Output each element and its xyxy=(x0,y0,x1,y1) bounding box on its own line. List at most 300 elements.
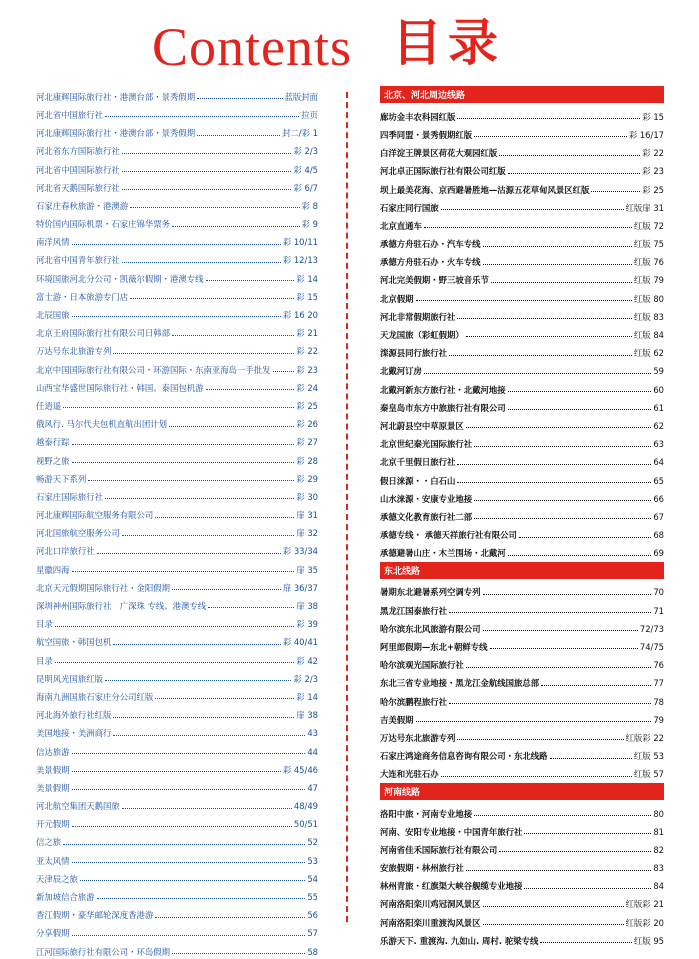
entry-page: 红版彩 21 xyxy=(625,899,664,910)
dot-leader xyxy=(105,680,291,681)
toc-entry[interactable] xyxy=(380,324,664,342)
entry-title: 北京王府国际旅行社有限公司日韩部 xyxy=(36,328,170,339)
dot-leader xyxy=(441,209,624,210)
toc-entry[interactable] xyxy=(380,524,664,542)
dot-leader xyxy=(457,739,623,740)
toc-entry[interactable] xyxy=(36,941,318,959)
dot-leader xyxy=(490,648,638,649)
toc-entry[interactable] xyxy=(380,433,664,451)
entry-page: 58 xyxy=(307,946,318,957)
toc-entry[interactable] xyxy=(36,250,318,268)
entry-page: 彩 9 xyxy=(301,219,318,230)
toc-entry[interactable] xyxy=(380,673,664,691)
toc-entry[interactable] xyxy=(36,613,318,631)
entry-title: 河北省中国国际旅行社 xyxy=(36,164,120,175)
entry-title: 北辰国旅 xyxy=(36,310,70,321)
entry-page: 彩 27 xyxy=(296,437,318,448)
dot-leader xyxy=(155,917,305,918)
entry-page: 彩 4/5 xyxy=(293,164,318,175)
toc-entry[interactable] xyxy=(36,704,318,722)
entry-title: 香江假期・豪华邮轮深度香港游 xyxy=(36,910,154,921)
entry-title: 河北康辉国际旅行社・港澳台部・景秀假期 xyxy=(36,91,196,102)
entry-title: 昆明风光国旅红版 xyxy=(36,673,103,684)
dot-leader xyxy=(172,953,305,954)
entry-page: 蓝版封面 xyxy=(284,91,318,102)
toc-entry[interactable] xyxy=(380,764,664,782)
toc-entry[interactable] xyxy=(380,361,664,379)
entry-title: 河南、安阳专业地接・中国青年旅行社 xyxy=(380,826,523,837)
entry-title: 富士游・日本旅游专门店 xyxy=(36,291,129,302)
entry-page: 67 xyxy=(653,511,664,522)
toc-entry[interactable] xyxy=(380,488,664,506)
toc-entry[interactable] xyxy=(36,559,318,577)
toc-entry[interactable] xyxy=(36,432,318,450)
entry-page: 彩 15 xyxy=(642,111,664,122)
dot-leader xyxy=(483,246,632,247)
toc-entry[interactable] xyxy=(380,161,664,179)
toc-entry[interactable] xyxy=(36,286,318,304)
entry-page: 彩 2/3 xyxy=(293,673,318,684)
toc-entry[interactable] xyxy=(380,600,664,618)
dot-leader xyxy=(483,924,624,925)
entry-page: 61 xyxy=(653,402,664,413)
dot-leader xyxy=(72,571,295,572)
entry-page: 彩 42 xyxy=(296,655,318,666)
toc-entry[interactable] xyxy=(380,582,664,600)
entry-title: 河北省中国青年旅行社 xyxy=(36,255,120,266)
entry-title: 哈尔滨东北风旅游有限公司 xyxy=(380,623,481,634)
entry-page: 81 xyxy=(653,826,664,837)
toc-entry[interactable] xyxy=(36,468,318,486)
entry-page: 彩 29 xyxy=(296,473,318,484)
toc-entry[interactable] xyxy=(380,142,664,160)
dot-leader xyxy=(524,888,651,889)
toc-entry[interactable] xyxy=(36,668,318,686)
toc-entry[interactable] xyxy=(380,270,664,288)
entry-page: 彩 21 xyxy=(296,328,318,339)
toc-entry[interactable] xyxy=(36,413,318,431)
dot-leader xyxy=(97,553,281,554)
dot-leader xyxy=(122,153,292,154)
toc-entry[interactable] xyxy=(380,618,664,636)
entry-page: 74/75 xyxy=(639,642,664,653)
entry-title: 北京世纪秦光国际旅行社 xyxy=(380,439,473,450)
entry-title: 廊坊金丰农科园红版 xyxy=(380,111,456,122)
dot-leader xyxy=(72,935,306,936)
toc-entry[interactable] xyxy=(380,252,664,270)
entry-page: 彩 25 xyxy=(642,184,664,195)
entry-title: 山西宝华盛世国际旅行社・韩国、泰国包机游 xyxy=(36,382,204,393)
toc-entry[interactable] xyxy=(380,306,664,324)
entry-title: 万达号东北旅游专列 xyxy=(36,346,112,357)
dot-leader xyxy=(416,721,652,722)
entry-page: 红版 83 xyxy=(633,311,664,322)
toc-entry[interactable] xyxy=(380,803,664,821)
entry-title: 天津辰之旅 xyxy=(36,873,78,884)
toc-entry[interactable] xyxy=(36,213,318,231)
entry-page: 彩 10/11 xyxy=(282,237,318,248)
toc-entry[interactable] xyxy=(36,632,318,650)
entry-title: 河北非常假期旅行社 xyxy=(380,311,456,322)
entry-title: 信达旅游 xyxy=(36,746,70,757)
entry-page: 红版 57 xyxy=(633,769,664,780)
entry-title: 承德文化教育旅行社二部 xyxy=(380,511,473,522)
entry-page: 彩 8 xyxy=(301,200,318,211)
dot-leader xyxy=(122,535,295,536)
toc-entry[interactable] xyxy=(36,759,318,777)
entry-page: 70 xyxy=(653,587,664,598)
entry-page: 53 xyxy=(307,855,318,866)
entry-title: 东北三省专业地接・黑龙江金航线国旅总部 xyxy=(380,678,540,689)
entry-title: 万达号东北旅游专列 xyxy=(380,732,456,743)
toc-entry[interactable] xyxy=(36,886,318,904)
dot-leader xyxy=(206,280,295,281)
entry-page: 43 xyxy=(307,728,318,739)
entry-page: 彩 25 xyxy=(296,400,318,411)
toc-entry[interactable] xyxy=(380,745,664,763)
toc-entry[interactable] xyxy=(380,839,664,857)
section-header: 北京、河北周边线路 xyxy=(380,86,664,103)
dot-leader xyxy=(155,517,294,518)
entry-title: 河南省佳禾国际旅行社有限公司 xyxy=(380,844,498,855)
entry-page: 红版彩 22 xyxy=(625,732,664,743)
toc-entry[interactable] xyxy=(36,486,318,504)
entry-page: 红版 95 xyxy=(633,935,664,946)
entry-title: 美景假期 xyxy=(36,764,70,775)
toc-entry[interactable] xyxy=(36,377,318,395)
toc-entry[interactable] xyxy=(380,470,664,488)
dot-leader xyxy=(72,826,292,827)
entry-page: 72/73 xyxy=(639,623,664,634)
dot-leader xyxy=(113,353,294,354)
entry-page: 红版彩 20 xyxy=(625,917,664,928)
toc-entry[interactable] xyxy=(36,395,318,413)
toc-entry[interactable] xyxy=(36,177,318,195)
toc-entry[interactable] xyxy=(380,397,664,415)
toc-entry[interactable] xyxy=(36,232,318,250)
entry-title: 暑期东北避暑系列空调专列 xyxy=(380,587,481,598)
toc-entry[interactable] xyxy=(36,141,318,159)
toc-entry[interactable] xyxy=(380,233,664,251)
toc-entry[interactable] xyxy=(36,450,318,468)
dot-leader xyxy=(474,518,651,519)
entry-page: 彩 6/7 xyxy=(293,182,318,193)
dot-leader xyxy=(72,444,295,445)
entry-page: 80 xyxy=(653,808,664,819)
entry-title: 美景假期 xyxy=(36,782,70,793)
title-chinese: 目录 xyxy=(392,14,504,72)
section-header: 河南线路 xyxy=(380,783,664,800)
toc-entry[interactable] xyxy=(380,342,664,360)
entry-page: 彩 39 xyxy=(296,619,318,630)
toc-entry[interactable] xyxy=(380,124,664,142)
dot-leader xyxy=(466,336,632,337)
dot-leader xyxy=(72,316,281,317)
entry-title: 河北卓正国际旅行社有限公司红版 xyxy=(380,166,506,177)
dot-leader xyxy=(97,898,306,899)
entry-page: 红版 79 xyxy=(633,275,664,286)
column-divider xyxy=(346,92,348,922)
dot-leader xyxy=(72,771,281,772)
entry-title: 北京直通车 xyxy=(380,220,422,231)
dot-leader xyxy=(208,607,294,608)
dot-leader xyxy=(508,173,641,174)
dot-leader xyxy=(113,717,294,718)
toc-entry[interactable] xyxy=(36,195,318,213)
entry-title: 假日涞源・・白石山 xyxy=(380,475,456,486)
entry-title: 分享假期 xyxy=(36,928,70,939)
dot-leader xyxy=(416,300,632,301)
entry-title: 特价国内国际机票・石家庄锦华票务 xyxy=(36,219,170,230)
dot-leader xyxy=(273,371,295,372)
toc-entry[interactable] xyxy=(36,359,318,377)
toc-entry[interactable] xyxy=(380,727,664,745)
entry-title: 河北海外旅行社红版 xyxy=(36,710,112,721)
entry-page: 82 xyxy=(653,844,664,855)
left-index-column xyxy=(36,86,318,959)
entry-title: 北京千里假日旅行社 xyxy=(380,457,456,468)
dot-leader xyxy=(72,789,306,790)
entry-page: 红版 53 xyxy=(633,751,664,762)
entry-title: 秦皇岛市东方中旅旅行社有限公司 xyxy=(380,402,506,413)
dot-leader xyxy=(499,155,640,156)
dot-leader xyxy=(457,118,640,119)
dot-leader xyxy=(499,851,651,852)
dot-leader xyxy=(441,776,632,777)
entry-page: 扉 36/37 xyxy=(282,582,318,593)
entry-title: 河南洛阳栾川重渡沟风景区 xyxy=(380,917,481,928)
page-header xyxy=(0,0,699,82)
entry-title: 开元假期 xyxy=(36,819,70,830)
toc-entry[interactable] xyxy=(380,876,664,894)
dot-leader xyxy=(550,758,632,759)
entry-page: 50/51 xyxy=(293,819,318,830)
dot-leader xyxy=(122,808,292,809)
dot-leader xyxy=(508,409,652,410)
entry-page: 76 xyxy=(653,660,664,671)
dot-leader xyxy=(113,644,280,645)
toc-entry[interactable] xyxy=(380,452,664,470)
toc-entry[interactable] xyxy=(36,795,318,813)
entry-title: 江河国际旅行社有限公司・环岛假期 xyxy=(36,946,170,957)
entry-page: 彩 40/41 xyxy=(282,637,318,648)
dot-leader xyxy=(474,815,651,816)
dot-leader xyxy=(172,589,281,590)
toc-entry[interactable] xyxy=(380,636,664,654)
entry-title: 石家庄国际旅行社 xyxy=(36,491,103,502)
toc-entry[interactable] xyxy=(380,288,664,306)
toc-entry[interactable] xyxy=(380,179,664,197)
entry-page: 47 xyxy=(307,782,318,793)
toc-entry[interactable] xyxy=(380,857,664,875)
entry-title: 林州青旅・红旗渠大峡谷舰缆专业地接 xyxy=(380,881,523,892)
entry-title: 环境国旅河北分公司・凯薇尔假期・港澳专线 xyxy=(36,273,204,284)
toc-entry[interactable] xyxy=(36,86,318,104)
entry-page: 69 xyxy=(653,548,664,559)
toc-entry[interactable] xyxy=(380,912,664,930)
dot-leader xyxy=(88,480,294,481)
dot-leader xyxy=(474,446,651,447)
dot-leader xyxy=(72,462,295,463)
entry-title: 哈尔滨鹏程旅行社 xyxy=(380,696,447,707)
toc-entry[interactable] xyxy=(380,543,664,561)
entry-title: 承德方舟驻石办・火车专线 xyxy=(380,257,481,268)
entry-title: 新加坡信合旅游 xyxy=(36,892,95,903)
toc-entry[interactable] xyxy=(36,268,318,286)
entry-title: 星徽四海 xyxy=(36,564,70,575)
dot-leader xyxy=(524,833,651,834)
entry-title: 亚太风情 xyxy=(36,855,70,866)
entry-page: 48/49 xyxy=(293,801,318,812)
entry-page: 彩 14 xyxy=(296,273,318,284)
dot-leader xyxy=(508,391,652,392)
entry-title: 阿里郎假期—东北+朝鲜专线 xyxy=(380,642,488,653)
entry-page: 封二/彩 1 xyxy=(282,128,318,139)
entry-page: 52 xyxy=(307,837,318,848)
dot-leader xyxy=(80,880,305,881)
toc-entry[interactable] xyxy=(36,104,318,122)
entry-page: 63 xyxy=(653,439,664,450)
toc-entry[interactable] xyxy=(36,159,318,177)
dot-leader xyxy=(483,906,624,907)
toc-entry[interactable] xyxy=(36,868,318,886)
entry-title: 承德方舟驻石办・汽车专线 xyxy=(380,239,481,250)
entry-title: 吉美假期 xyxy=(380,714,414,725)
entry-page: 55 xyxy=(307,892,318,903)
toc-entry[interactable] xyxy=(36,595,318,613)
entry-page: 54 xyxy=(307,873,318,884)
toc-entry[interactable] xyxy=(36,832,318,850)
toc-entry[interactable] xyxy=(380,506,664,524)
entry-title: 坝上最美花海、京西避暑胜地—沽源五花草甸风景区红版 xyxy=(380,184,590,195)
entry-page: 44 xyxy=(307,746,318,757)
dot-leader xyxy=(540,942,632,943)
entry-page: 62 xyxy=(653,420,664,431)
entry-page: 扉 35 xyxy=(296,564,318,575)
dot-leader xyxy=(130,207,300,208)
dot-leader xyxy=(424,373,651,374)
toc-entry[interactable] xyxy=(36,504,318,522)
dot-leader xyxy=(197,135,280,136)
dot-leader xyxy=(155,698,294,699)
toc-entry[interactable] xyxy=(36,777,318,795)
toc-entry[interactable] xyxy=(380,654,664,672)
entry-title: 承德避暑山庄・木兰围场・北戴河 xyxy=(380,548,506,559)
toc-entry[interactable] xyxy=(36,904,318,922)
entry-title: 承德专线・ 承德天祥旅行社有限公司 xyxy=(380,530,517,541)
dot-leader xyxy=(113,735,305,736)
toc-entry[interactable] xyxy=(36,741,318,759)
entry-page: 77 xyxy=(653,678,664,689)
dot-leader xyxy=(474,500,651,501)
dot-leader xyxy=(63,844,305,845)
toc-entry[interactable] xyxy=(36,304,318,322)
dot-leader xyxy=(466,667,652,668)
toc-entry[interactable] xyxy=(36,122,318,140)
dot-leader xyxy=(72,862,306,863)
entry-title: 河北省东方国际旅行社 xyxy=(36,146,120,157)
toc-entry[interactable] xyxy=(380,930,664,948)
entry-page: 红版 72 xyxy=(633,220,664,231)
toc-entry[interactable] xyxy=(36,923,318,941)
entry-page: 红版 75 xyxy=(633,239,664,250)
entry-title: 河北航空集团天鹅国旅 xyxy=(36,801,120,812)
entry-page: 彩 22 xyxy=(296,346,318,357)
toc-entry[interactable] xyxy=(36,341,318,359)
entry-title: 石家庄同行国旅 xyxy=(380,202,439,213)
entry-title: 黑龙江国泰旅行社 xyxy=(380,605,447,616)
entry-title: 北京天元假期国际旅行社・金阳假期 xyxy=(36,582,170,593)
entry-page: 56 xyxy=(307,910,318,921)
toc-entry[interactable] xyxy=(36,650,318,668)
toc-entry[interactable] xyxy=(36,814,318,832)
toc-entry[interactable] xyxy=(380,821,664,839)
dot-leader xyxy=(457,464,651,465)
dot-leader xyxy=(130,298,294,299)
entry-page: 66 xyxy=(653,493,664,504)
toc-entry[interactable] xyxy=(36,523,318,541)
toc-entry[interactable] xyxy=(36,723,318,741)
entry-title: 畅游天下系列 xyxy=(36,473,87,484)
entry-title: 大连和光驻石办 xyxy=(380,769,439,780)
entry-page: 57 xyxy=(307,928,318,939)
entry-title: 哈尔滨观光国际旅行社 xyxy=(380,660,464,671)
toc-entry[interactable] xyxy=(36,577,318,595)
entry-page: 83 xyxy=(653,863,664,874)
entry-title: 北京中国国际旅行社有限公司・环游国际・东南亚海岛一手批发 xyxy=(36,364,271,375)
entry-page: 红版扉 31 xyxy=(625,202,664,213)
dot-leader xyxy=(197,98,282,99)
dot-leader xyxy=(508,555,652,556)
toc-entry[interactable] xyxy=(380,709,664,727)
dot-leader xyxy=(449,703,651,704)
toc-entry[interactable] xyxy=(380,379,664,397)
entry-page: 68 xyxy=(653,530,664,541)
entry-title: 航空国旅・韩国包机 xyxy=(36,637,112,648)
dot-leader xyxy=(72,753,306,754)
entry-page: 60 xyxy=(653,384,664,395)
dot-leader xyxy=(122,171,292,172)
toc-entry[interactable] xyxy=(380,106,664,124)
title-english: Contents xyxy=(152,17,353,77)
entry-title: 河北省天鹅国际旅行社 xyxy=(36,182,120,193)
toc-entry[interactable] xyxy=(380,894,664,912)
dot-leader xyxy=(483,594,652,595)
entry-page: 扉 31 xyxy=(296,510,318,521)
toc-entry[interactable] xyxy=(380,197,664,215)
entry-title: 任逍遥 xyxy=(36,400,62,411)
entry-title: 视野之旅 xyxy=(36,455,70,466)
entry-title: 目录 xyxy=(36,655,53,666)
toc-entry[interactable] xyxy=(380,215,664,233)
toc-entry[interactable] xyxy=(36,850,318,868)
toc-entry[interactable] xyxy=(36,686,318,704)
entry-title: 俄风行. 马尔代夫包机直航出团计划 xyxy=(36,419,167,430)
toc-entry[interactable] xyxy=(36,541,318,559)
entry-title: 石家庄鸿途商务信息咨询有限公司・东北线路 xyxy=(380,751,548,762)
entry-title: 天龙国旅（彩虹假期） xyxy=(380,330,464,341)
toc-entry[interactable] xyxy=(36,322,318,340)
dot-leader xyxy=(541,685,651,686)
toc-entry[interactable] xyxy=(380,415,664,433)
dot-leader xyxy=(449,355,632,356)
entry-page: 彩 2/3 xyxy=(293,146,318,157)
dot-leader xyxy=(491,282,632,283)
entry-page: 彩 26 xyxy=(296,419,318,430)
entry-title: 石家庄春秋旅游・港澳游 xyxy=(36,200,129,211)
toc-entry[interactable] xyxy=(380,691,664,709)
dot-leader xyxy=(466,870,652,871)
